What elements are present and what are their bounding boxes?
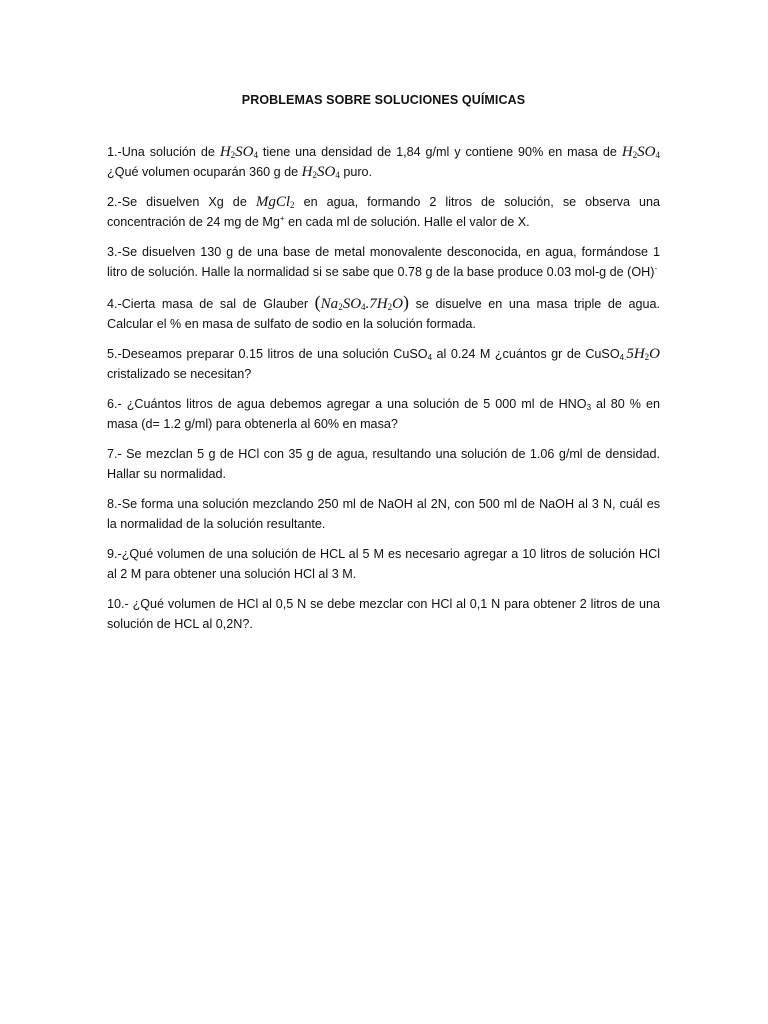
problem-1-text: 1.-Una solución de	[107, 145, 220, 159]
problem-10: 10.- ¿Qué volumen de HCl al 0,5 N se debe mezclar con HCl al 0,1 N para obtener 2 litros de una solución de HCL al 0,2N?.	[107, 597, 660, 631]
problem-1-text: ¿Qué volumen ocuparán 360 g de	[107, 165, 302, 179]
formula-h2so4: $H_2SO_4$	[621, 144, 660, 160]
problem-5: 5.-Deseamos preparar 0.15 litros de una solución CuSO$_4$ al 0.24 M ¿cuántos gr de $CuSO_{4.}5H_2O$ cristalizado se necesitan?	[107, 346, 660, 381]
problem-3	[107, 242, 660, 282]
problem-5-text: al 0.24 M ¿cuántos gr de CuSO	[432, 347, 620, 361]
problem-1	[107, 142, 660, 182]
problem-4-text: 4.-Cierta masa de sal de Glauber	[107, 297, 315, 311]
problem-2-text: en cada ml de solución. Halle el valor de X.	[284, 215, 530, 229]
problem-9: 9.-¿Qué volumen de una solución de HCL al 5 M es necesario agregar a 10 litros de solución HCl al 2 M para obtener una solución HCl al 3 M.	[107, 547, 660, 581]
problem-3-text: 3.-Se disuelven 130 g de una base de metal monovalente desconocida, en agua, formándose 1 litro de solución. Halle la normalidad si se sabe que 0.78 g de la base produce 0.03 mol-g de (OH)	[107, 245, 660, 279]
formula-5h2o: $5H_2O$	[626, 346, 660, 362]
problem-5-text: cristalizado se necesitan?	[107, 367, 252, 381]
problem-2-text: en agua, formando 2 litros de solución, se observa una concentración de 24 mg de Mg	[107, 195, 661, 229]
problem-2-text: 2.-Se disuelven Xg de	[107, 195, 256, 209]
formula-h2so4: $H_2SO_4$	[219, 144, 258, 160]
problem-1-text: puro.	[339, 165, 373, 179]
problem-6-text: al 80 % en masa (d= 1.2 g/ml) para obtenerla al 60% en masa?	[107, 397, 661, 431]
problem-4	[107, 292, 660, 334]
problem-6-text: 6.- ¿Cuántos litros de agua debemos agregar a una solución de 5 000 ml de HNO	[107, 397, 587, 411]
formula-glauber-salt: $(Na_2SO_4.7H_2O)$	[314, 292, 409, 312]
problem-7: 7.- Se mezclan 5 g de HCl con 35 g de agua, resultando una solución de 1.06 g/ml de densidad. Hallar su normalidad.	[107, 447, 660, 481]
superscript-charge: +	[279, 214, 285, 223]
problem-6: 6.- ¿Cuántos litros de agua debemos agregar a una solución de 5 000 ml de $HNO_3$ al 80 % en masa (d= 1.2 g/ml) para obtenerla al 60% en masa?	[107, 397, 661, 431]
document-title: PROBLEMAS SOBRE SOLUCIONES QUÍMICAS	[241, 93, 526, 107]
problem-2	[107, 192, 660, 232]
problem-8: 8.-Se forma una solución mezclando 250 ml de NaOH al 2N, con 500 ml de NaOH al 3 N, cuál es la normalidad de la solución resultante.	[107, 497, 660, 531]
superscript-charge: -	[654, 264, 658, 273]
problem-5-text: 5.-Deseamos preparar 0.15 litros de una solución CuSO	[107, 347, 428, 361]
formula-mgcl2: MgCl$_2$	[255, 194, 295, 210]
problem-1-text: tiene una densidad de 1,84 g/ml y contiene 90% en masa de	[258, 145, 622, 159]
problem-4-text: se disuelve en una masa triple de agua. Calcular el % en masa de sulfato de sodio en la solución formada.	[107, 297, 660, 331]
formula-h2so4: $H_2SO_4$	[301, 164, 340, 180]
